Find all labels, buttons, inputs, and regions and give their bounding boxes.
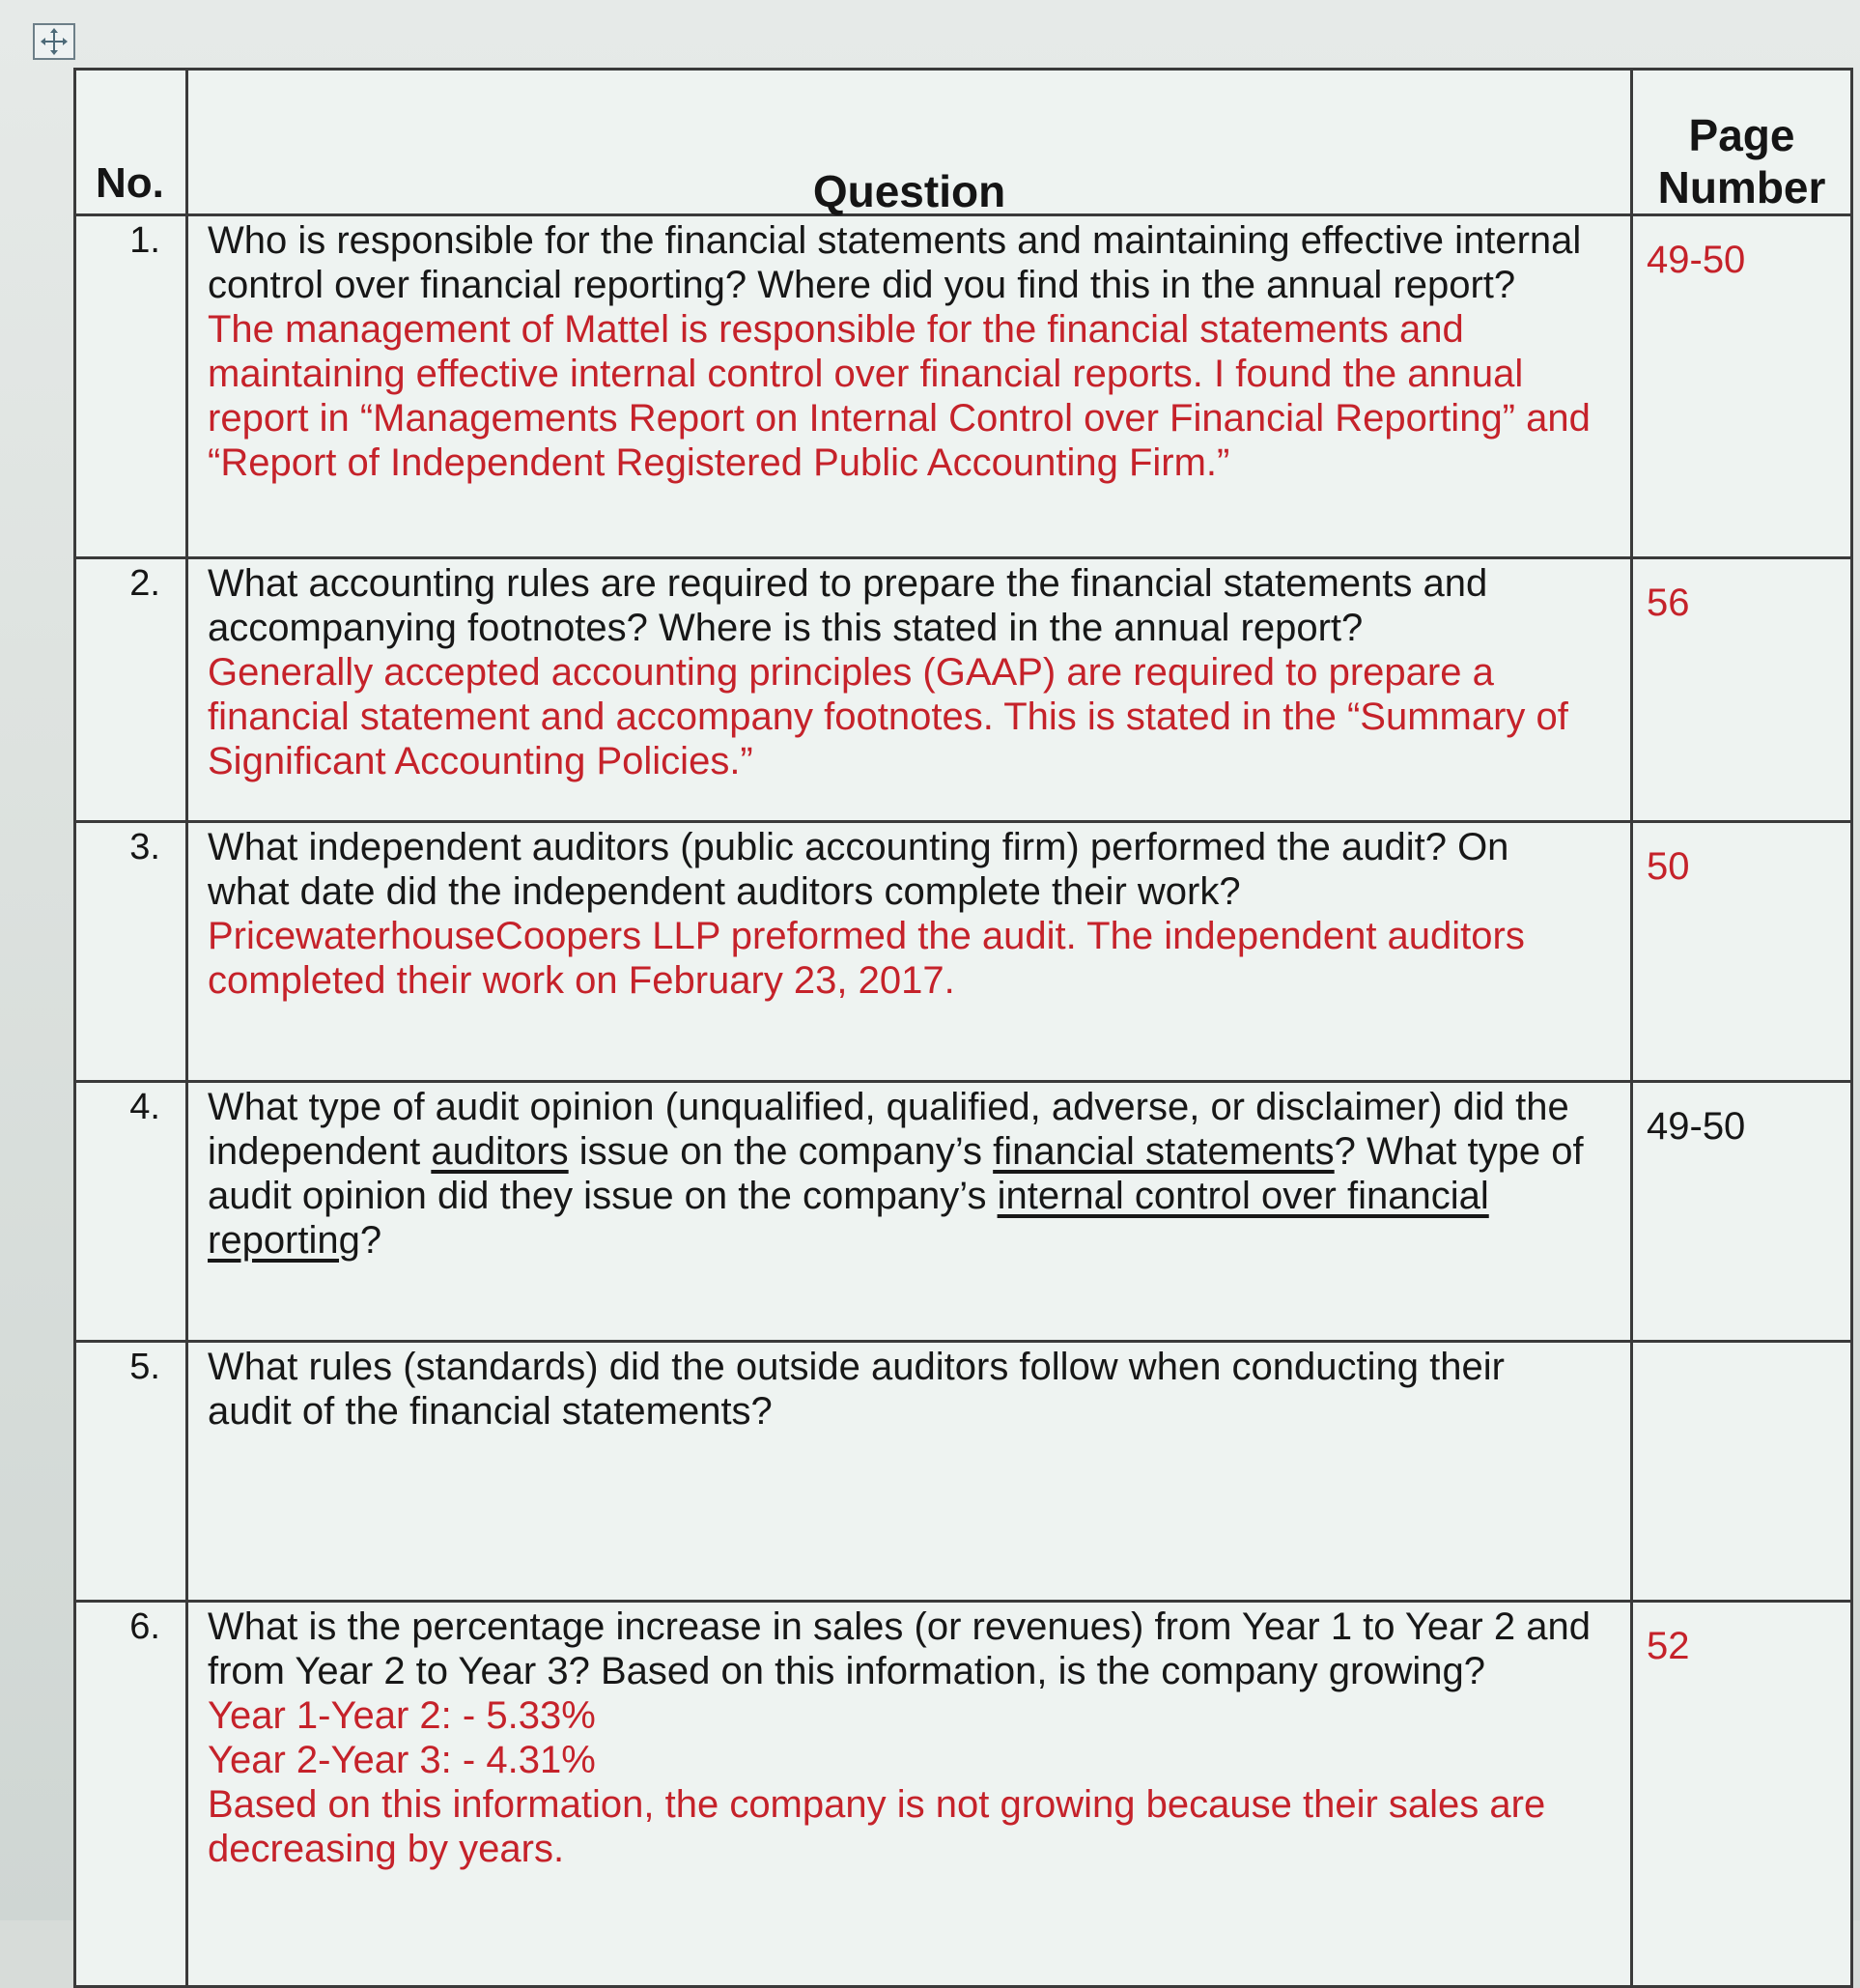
row-number: 5. xyxy=(75,1342,187,1602)
question-part: issue on the company’s xyxy=(568,1130,994,1173)
question-text: What independent auditors (public accounting firm) performed the audit? On what date did the independent auditors complete their work? xyxy=(208,826,1509,913)
question-text: What rules (standards) did the outside auditors follow when conducting their audit of the financial statements? xyxy=(208,1346,1505,1433)
page-number-cell[interactable]: 49-50 xyxy=(1632,215,1852,558)
question-part: ? xyxy=(359,1219,382,1262)
question-cell[interactable] xyxy=(187,1082,1632,1342)
question-text: Who is responsible for the financial statements and maintaining effective internal control over financial reporting? Where did you find this in the annual report? xyxy=(208,219,1582,306)
page-number-cell[interactable]: 56 xyxy=(1632,558,1852,822)
question-cell[interactable] xyxy=(187,215,1632,558)
table-row xyxy=(75,822,1852,1082)
page-number-cell[interactable]: 49-50 xyxy=(1632,1082,1852,1342)
question-cell[interactable] xyxy=(187,1602,1632,1987)
header-no: No. xyxy=(75,70,187,215)
page-number-cell[interactable]: 50 xyxy=(1632,822,1852,1082)
answer-line: Based on this information, the company is not growing because their sales are decreasing by years. xyxy=(208,1783,1546,1870)
question-cell[interactable] xyxy=(187,1342,1632,1602)
answer-text: The management of Mattel is responsible for the financial statements and maintaining effective internal control over financial reports. I found the annual report in “Managements Report on Internal Control over Financial Reporting” and “Report of Independent Registered Public Accounting Firm.” xyxy=(208,308,1591,484)
question-text: What accounting rules are required to prepare the financial statements and accompanying footnotes? Where is this stated in the annual report? xyxy=(208,562,1488,649)
underlined-internal-control: internal control over financial reporting xyxy=(208,1175,1489,1262)
page-number-cell[interactable] xyxy=(1632,1342,1852,1602)
question-text: What is the percentage increase in sales (or revenues) from Year 1 to Year 2 and from Year 2 to Year 3? Based on this information, is the company growing? xyxy=(208,1605,1591,1692)
answer-line: Year 2-Year 3: - 4.31% xyxy=(208,1739,596,1781)
header-page-line1: Page xyxy=(1688,110,1795,160)
table-move-handle[interactable] xyxy=(33,23,75,60)
underlined-auditors: auditors xyxy=(431,1130,569,1173)
row-number: 2. xyxy=(75,558,187,822)
page-number-cell[interactable]: 52 xyxy=(1632,1602,1852,1987)
question-text xyxy=(208,1085,1592,1263)
table-row xyxy=(75,215,1852,558)
header-page-number xyxy=(1632,70,1852,215)
answer-text: Generally accepted accounting principles (GAAP) are required to prepare a financial statement and accompany footnotes. This is stated in the “Summary of Significant Accounting Policies.” xyxy=(208,651,1568,782)
question-part: What type of audit opinion (unqualified, qualified, adverse, or disclaimer) did the independent xyxy=(208,1086,1569,1173)
header-row xyxy=(75,70,1852,215)
row-number: 1. xyxy=(75,215,187,558)
table-row xyxy=(75,558,1852,822)
move-arrows-icon xyxy=(40,27,69,56)
row-number: 6. xyxy=(75,1602,187,1987)
questions-table xyxy=(73,68,1853,1988)
underlined-financial-statements: financial statements xyxy=(993,1130,1335,1173)
answer-text: PricewaterhouseCoopers LLP preformed the audit. The independent auditors completed their work on February 23, 2017. xyxy=(208,915,1525,1002)
header-question: Question xyxy=(187,70,1632,215)
header-page-line2: Number xyxy=(1657,162,1826,213)
row-number: 3. xyxy=(75,822,187,1082)
table-row xyxy=(75,1082,1852,1342)
table-row xyxy=(75,1342,1852,1602)
table-row xyxy=(75,1602,1852,1987)
row-number: 4. xyxy=(75,1082,187,1342)
question-cell[interactable] xyxy=(187,822,1632,1082)
question-part: ? What type of audit opinion did they issue on the company’s xyxy=(208,1130,1584,1217)
question-cell[interactable] xyxy=(187,558,1632,822)
answer-line: Year 1-Year 2: - 5.33% xyxy=(208,1694,596,1737)
